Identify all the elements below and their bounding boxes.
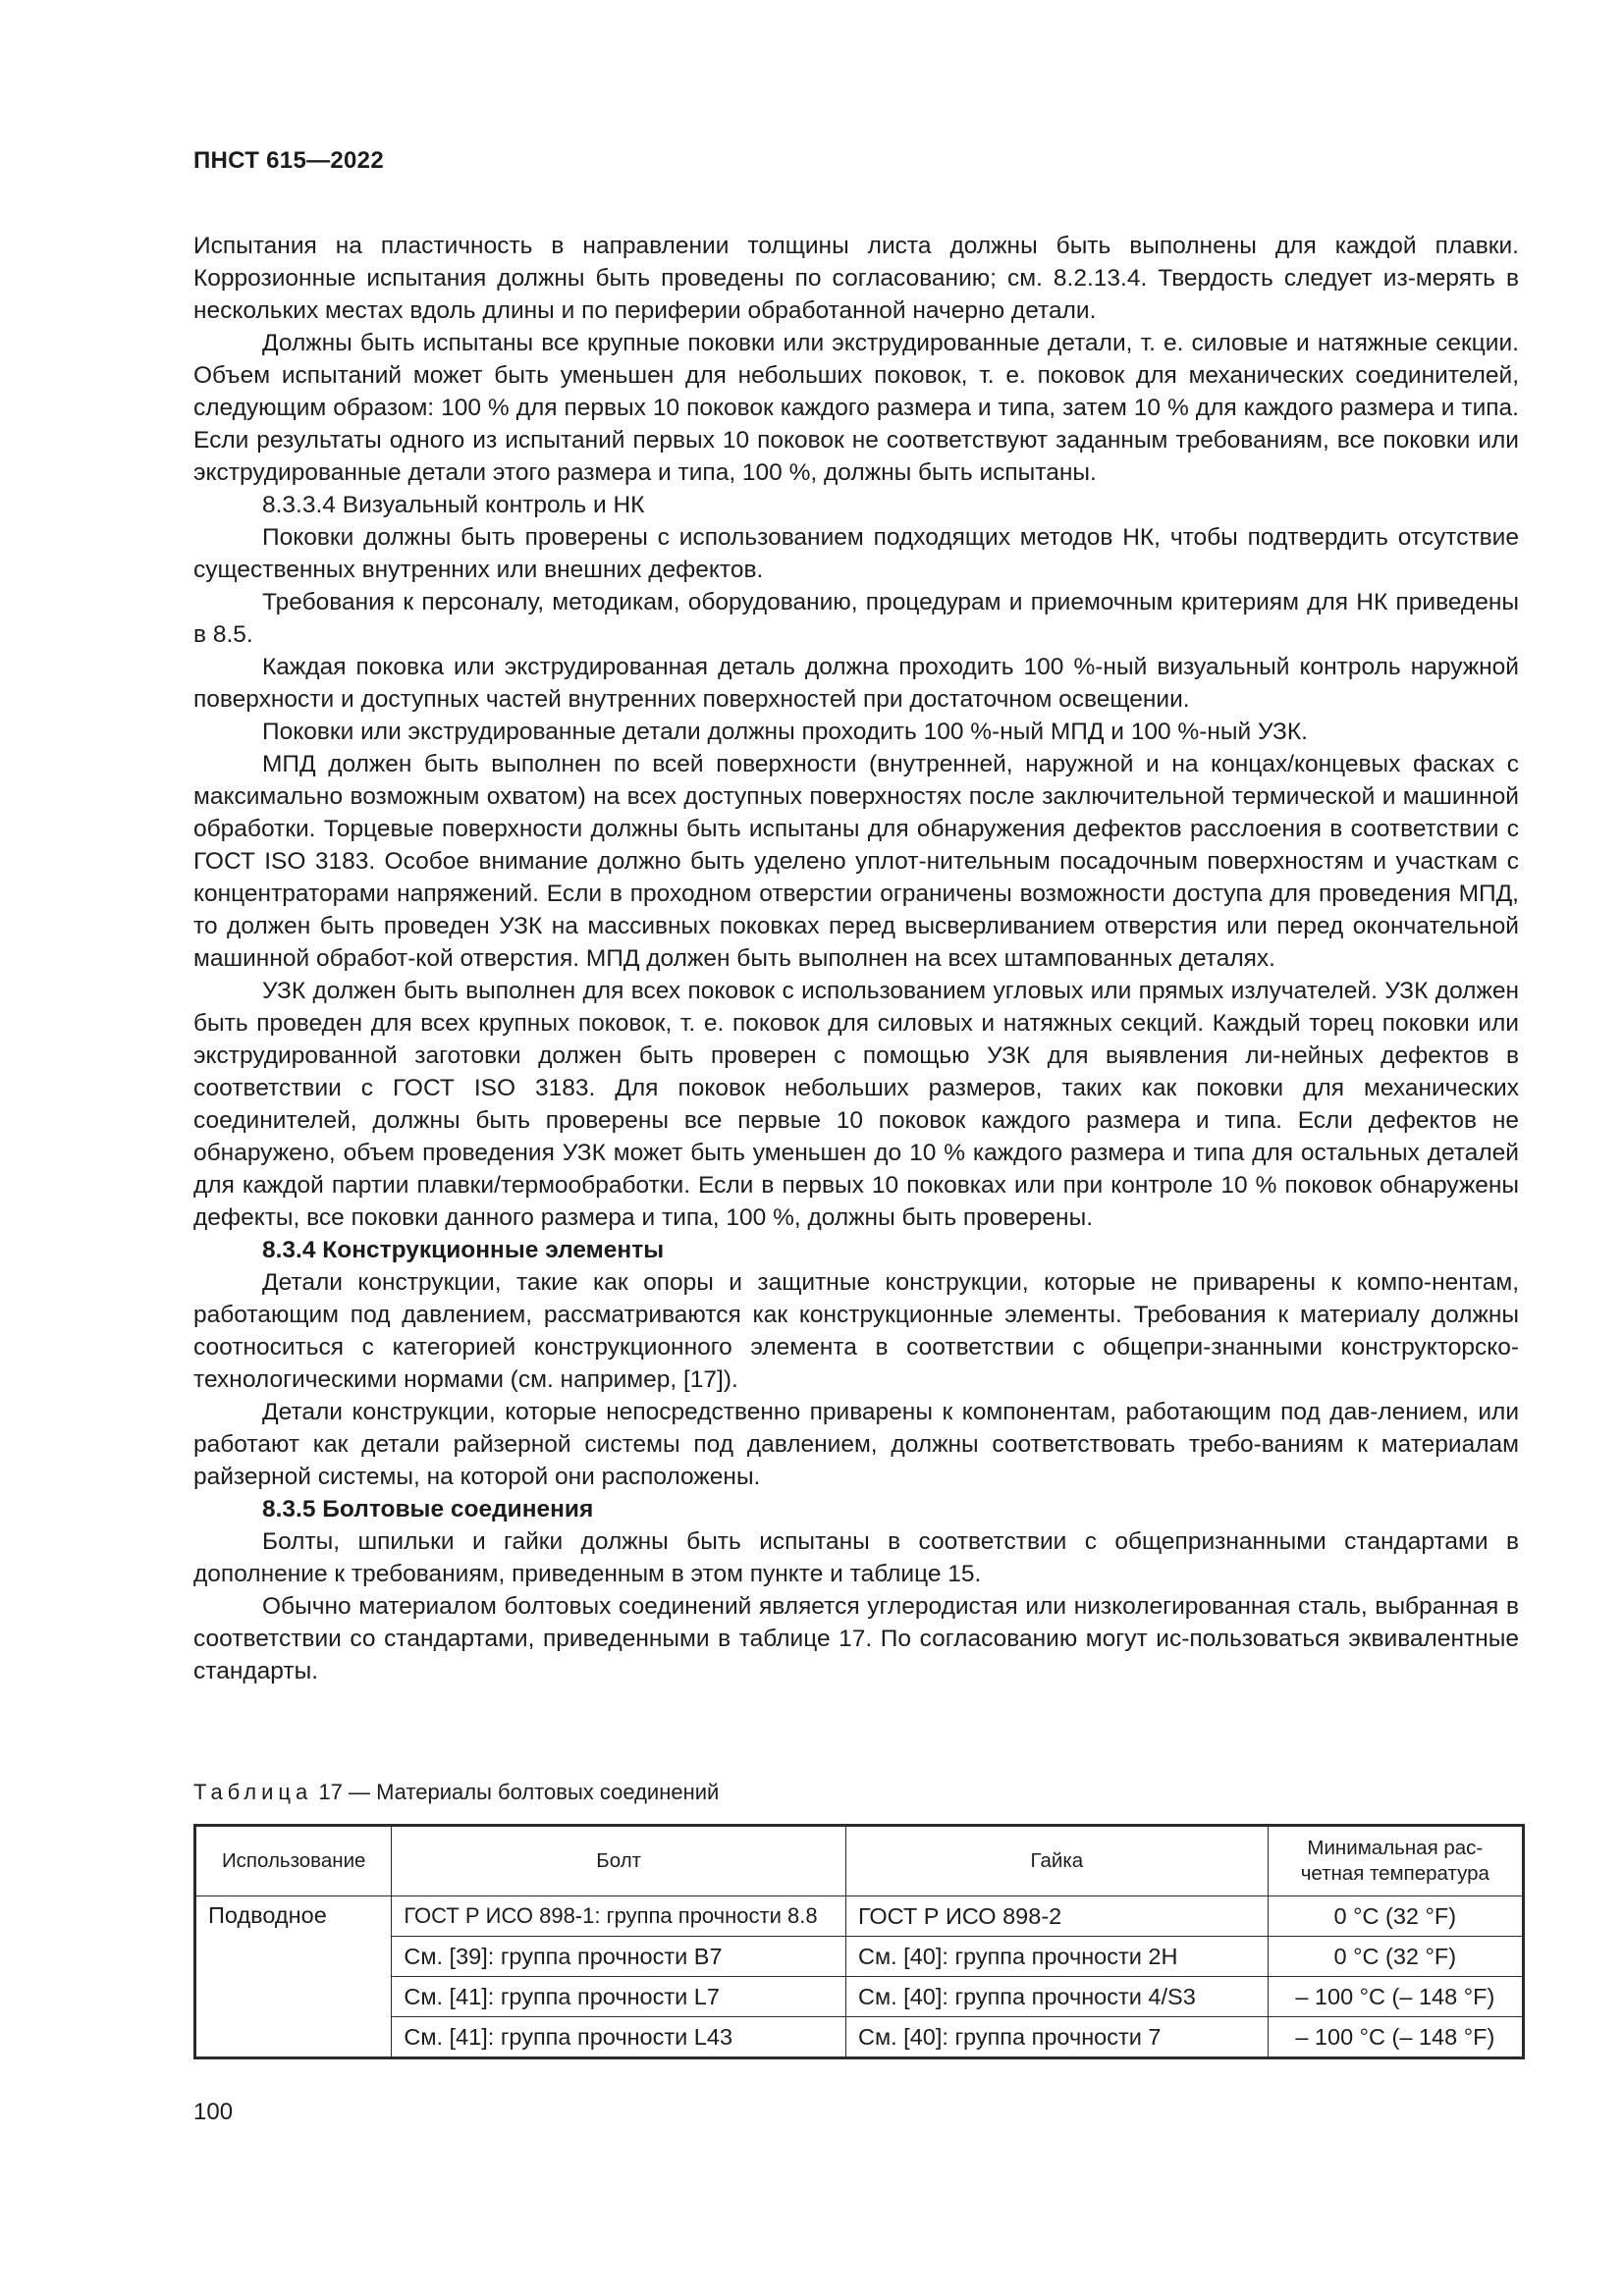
- page-number: 100: [193, 2099, 234, 2125]
- column-header: Использование: [195, 1826, 392, 1896]
- paragraph: Детали конструкции, такие как опоры и защитные конструкции, которые не приварены к компо-нентам, работающим под давлением, рассматриваются как конструкционные элементы. Требования к материалу должны соотноситься с категорией конструкционного элемента в соответствии с общепри-знанными конструкторско-технологическими нормами (см. например, [17]).: [193, 1269, 1519, 1393]
- nut-cell: См. [40]: группа прочности 4/S3: [846, 1977, 1269, 2017]
- paragraph: Поковки должны быть проверены с использованием подходящих методов НК, чтобы подтвердить отсутствие существенных внутренних или внешних дефектов.: [193, 524, 1519, 583]
- document-header: ПНСТ 615—2022: [193, 147, 384, 174]
- table-row: [195, 1896, 1524, 1937]
- bolt-cell: См. [41]: группа прочности L43: [392, 2017, 846, 2058]
- body-text: [193, 230, 1519, 1687]
- bolt-cell: См. [39]: группа прочности B7: [392, 1937, 846, 1977]
- table-row: [195, 1937, 1524, 1977]
- temperature-cell: 0 °C (32 °F): [1268, 1896, 1523, 1937]
- table-caption-title: 17 — Материалы болтовых соединений: [318, 1780, 720, 1804]
- paragraph: УЗК должен быть выполнен для всех поковок с использованием угловых или прямых излучателей. УЗК должен быть проведен для всех крупных поковок, т. е. поковок для силовых и натяжных секций. Каждый торец поковки или экструдированной заготовки должен быть проверен с помощью УЗК для выявления ли-нейных дефектов в соответствии с ГОСТ ISO 3183. Для поковок небольших размеров, таких как поковки для механических соединителей, должны быть проверены все первые 10 поковок каждого размера и типа. Если дефектов не обнаружено, объем проведения УЗК может быть уменьшен до 10 % каждого размера и типа для остальных деталей для каждой партии плавки/термообработки. Если в первых 10 поковках или при контроле 10 % поковок обнаружены дефекты, все поковки данного размера и типа, 100 %, должны быть проверены.: [193, 978, 1519, 1231]
- paragraph: Болты, шпильки и гайки должны быть испытаны в соответствии с общепризнанными стандартами в дополнение к требованиям, приведенным в этом пункте и таблице 15.: [193, 1528, 1519, 1587]
- paragraph: Обычно материалом болтовых соединений является углеродистая или низколегированная сталь, выбранная в соответствии со стандартами, приведенными в таблице 17. По согласованию могут ис-пользоваться эквивалентные стандарты.: [193, 1593, 1519, 1684]
- temperature-cell: – 100 °C (– 148 °F): [1268, 1977, 1523, 2017]
- column-header: Гайка: [846, 1826, 1269, 1896]
- paragraph: Требования к персоналу, методикам, оборудованию, процедурам и приемочным критериям для НК приведены в 8.5.: [193, 589, 1519, 648]
- column-header: Минимальная рас-четная температура: [1268, 1826, 1523, 1896]
- nut-cell: ГОСТ Р ИСО 898-2: [846, 1896, 1269, 1937]
- paragraph: Поковки или экструдированные детали должны проходить 100 %-ный МПД и 100 %-ный УЗК.: [262, 719, 1308, 745]
- table-header-row: [195, 1826, 1524, 1896]
- section-heading: 8.3.4 Конструкционные элементы: [262, 1237, 665, 1263]
- table-row: [195, 2017, 1524, 2058]
- paragraph: Детали конструкции, которые непосредственно приварены к компонентам, работающим под дав-лением, или работают как детали райзерной системы под давлением, должны соответствовать требо-ваниям к материалам райзерной системы, на которой они расположены.: [193, 1399, 1519, 1490]
- paragraph: Испытания на пластичность в направлении толщины листа должны быть выполнены для каждой плавки. Коррозионные испытания должны быть проведены по согласованию; см. 8.2.13.4. Твердость следует из-мерять в нескольких местах вдоль длины и по периферии обработанной начерно детали.: [193, 233, 1519, 324]
- bolt-cell: См. [41]: группа прочности L7: [392, 1977, 846, 2017]
- temperature-cell: 0 °C (32 °F): [1268, 1937, 1523, 1977]
- table-row: [195, 1977, 1524, 2017]
- nut-cell: См. [40]: группа прочности 2H: [846, 1937, 1269, 1977]
- bolt-materials-table: [193, 1824, 1525, 2059]
- paragraph: Должны быть испытаны все крупные поковки или экструдированные детали, т. е. силовые и натяжные секции. Объем испытаний может быть уменьшен для небольших поковок, т. е. поковок для механических соединителей, следующим образом: 100 % для первых 10 поковок каждого размера и типа, затем 10 % для каждого размера и типа. Если результаты одного из испытаний первых 10 поковок не соответствуют заданным требованиям, все поковки или экструдированные детали этого размера и типа, 100 %, должны быть испытаны.: [193, 330, 1519, 486]
- paragraph: Каждая поковка или экструдированная деталь должна проходить 100 %-ный визуальный контроль наружной поверхности и доступных частей внутренних поверхностей при достаточном освещении.: [193, 654, 1519, 713]
- section-heading: 8.3.5 Болтовые соединения: [262, 1496, 594, 1522]
- usage-cell: Подводное: [195, 1896, 392, 2058]
- table-caption: [193, 1780, 719, 1805]
- section-heading: 8.3.3.4 Визуальный контроль и НК: [262, 492, 645, 518]
- paragraph: МПД должен быть выполнен по всей поверхности (внутренней, наружной и на концах/концевых фасках с максимально возможным охватом) на всех доступных поверхностях после заключительной термической и машинной обработки. Торцевые поверхности должны быть испытаны для обнаружения дефектов расслоения в соответствии с ГОСТ ISO 3183. Особое внимание должно быть уделено уплот-нительным посадочным поверхностям и участкам с концентраторами напряжений. Если в проходном отверстии ограничены возможности доступа для проведения МПД, то должен быть проведен УЗК на массивных поковках перед высверливанием отверстия или перед окончательной машинной обработ-кой отверстия. МПД должен быть выполнен на всех штампованных деталях.: [193, 751, 1519, 972]
- bolt-cell: ГОСТ Р ИСО 898-1: группа прочности 8.8: [392, 1896, 846, 1937]
- column-header: Болт: [392, 1826, 846, 1896]
- nut-cell: См. [40]: группа прочности 7: [846, 2017, 1269, 2058]
- temperature-cell: – 100 °C (– 148 °F): [1268, 2017, 1523, 2058]
- table-caption-word: Таблица: [193, 1780, 313, 1804]
